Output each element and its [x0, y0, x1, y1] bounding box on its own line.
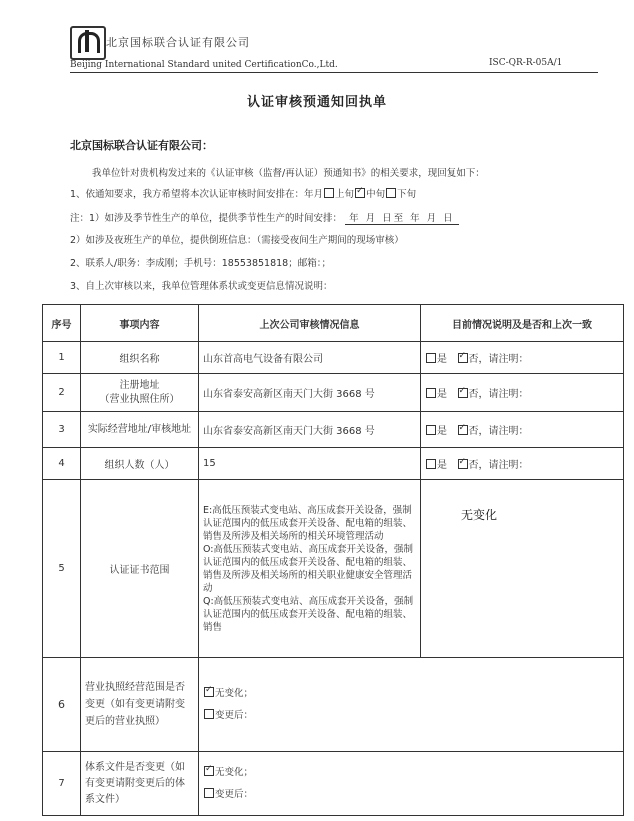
- header-last-info: 上次公司审核情况信息: [199, 305, 421, 342]
- contact-line: 2、联系人/职务：李成刚；手机号：18553851818；邮箱：；: [70, 258, 331, 269]
- row-status: [199, 752, 624, 816]
- no-label: 否，请注明：: [468, 389, 529, 400]
- no-change-checkbox[interactable]: [204, 687, 214, 697]
- no-checkbox[interactable]: [458, 388, 468, 398]
- no-change-label: 无变化；: [215, 766, 254, 778]
- table-row: [43, 658, 624, 752]
- row-no: 4: [43, 448, 81, 480]
- row-status: [199, 658, 624, 752]
- row-status: [421, 412, 624, 448]
- no-label: 否，请注明：: [468, 426, 529, 437]
- row-info: 山东首高电气设备有限公司: [199, 342, 421, 374]
- yes-label: 是: [437, 354, 447, 365]
- company-name-en: Beijing International Standard united CertificationCo.,Ltd.: [70, 60, 338, 70]
- company-name-cn: 北京国标联合认证有限公司: [106, 36, 250, 49]
- late-month-checkbox[interactable]: [386, 188, 396, 198]
- seasonal-note: [70, 210, 459, 225]
- changed-label: 变更后：: [215, 709, 254, 721]
- yes-checkbox[interactable]: [426, 459, 436, 469]
- document-code: ISC-QR-R-05A/1: [489, 58, 563, 68]
- row-status: [421, 448, 624, 480]
- audit-info-table: [42, 304, 624, 816]
- night-shift-note: 2）如涉及夜班生产的单位，提供倒班信息：（需接受夜间生产期间的现场审核）: [70, 235, 404, 246]
- changed-checkbox[interactable]: [204, 709, 214, 719]
- no-change-label: 无变化；: [215, 687, 254, 699]
- yes-label: 是: [437, 426, 447, 437]
- header-item: 事项内容: [81, 305, 199, 342]
- mid-month-checkbox[interactable]: [355, 188, 365, 198]
- row-no: 6: [43, 658, 81, 752]
- row-no: 2: [43, 374, 81, 412]
- no-label: 否，请注明：: [468, 354, 529, 365]
- recipient-line: 北京国标联合认证有限公司：: [70, 139, 213, 152]
- schedule-line: [70, 186, 416, 200]
- document-title: 认证审核预通知回执单: [246, 95, 387, 110]
- seasonal-date-blank[interactable]: 年 月 日至 年 月 日: [345, 210, 459, 225]
- row-status: [421, 480, 624, 658]
- row-info: 山东省泰安高新区南天门大街 3668 号: [199, 412, 421, 448]
- row-no: 7: [43, 752, 81, 816]
- row-status: [421, 374, 624, 412]
- row-item: 实际经营地址/审核地址: [81, 412, 199, 448]
- early-month-checkbox[interactable]: [324, 188, 334, 198]
- yes-label: 是: [437, 389, 447, 400]
- row-item: 体系文件是否变更（如有变更请附变更后的体系文件）: [81, 752, 199, 816]
- yes-checkbox[interactable]: [426, 353, 436, 363]
- row-item: 组织人数（人）: [81, 448, 199, 480]
- changed-label: 变更后：: [215, 788, 254, 800]
- row-item: 组织名称: [81, 342, 199, 374]
- row-status: [421, 342, 624, 374]
- table-row: [43, 374, 624, 412]
- no-checkbox[interactable]: [458, 353, 468, 363]
- row-item: 营业执照经营范围是否变更（如有变更请附变更后的营业执照）: [81, 658, 199, 752]
- no-checkbox[interactable]: [458, 425, 468, 435]
- mid-month-label: 中旬: [366, 189, 386, 200]
- header-no: 序号: [43, 305, 81, 342]
- no-change-checkbox[interactable]: [204, 766, 214, 776]
- change-info-line: 3、自上次审核以来，我单位管理体系状或变更信息情况说明：: [70, 281, 333, 292]
- table-row: [43, 448, 624, 480]
- yes-checkbox[interactable]: [426, 388, 436, 398]
- early-month-label: 上旬: [335, 189, 355, 200]
- row-no: 1: [43, 342, 81, 374]
- yes-label: 是: [437, 460, 447, 471]
- table-row: [43, 752, 624, 816]
- table-row: [43, 412, 624, 448]
- changed-checkbox[interactable]: [204, 788, 214, 798]
- table-row-scope: [43, 480, 624, 658]
- row-info: 15: [199, 448, 421, 480]
- handwritten-no-change: 无变化: [461, 508, 498, 522]
- table-header-row: [43, 305, 624, 342]
- row-no: 5: [43, 480, 81, 658]
- header-current-status: 目前情况说明及是否和上次一致: [421, 305, 624, 342]
- late-month-label: 下旬: [397, 189, 417, 200]
- intro-paragraph: 我单位针对贵机构发过来的《认证审核（监督/再认证）预通知书》的相关要求，现回复如下：: [92, 168, 485, 179]
- seasonal-note-text: 注：1）如涉及季节性生产的单位，提供季节性生产的时间安排：: [70, 213, 343, 224]
- company-logo: [70, 26, 106, 60]
- row-no: 3: [43, 412, 81, 448]
- schedule-text: 1、依通知要求，我方希望将本次认证审核时间安排在：年月: [70, 189, 324, 200]
- row-info: 山东省泰安高新区南天门大街 3668 号: [199, 374, 421, 412]
- no-checkbox[interactable]: [458, 459, 468, 469]
- table-row: [43, 342, 624, 374]
- yes-checkbox[interactable]: [426, 425, 436, 435]
- row-item: 认证证书范围: [81, 480, 199, 658]
- row-item: 注册地址 （营业执照住所）: [81, 374, 199, 412]
- certificate-scope-text: E:高低压预装式变电站、高压成套开关设备，强制认证范围内的低压成套开关设备、配电箱的组装、销售及所涉及相关场所的相关环境管理活动 O:高低压预装式变电站、高压成套开关设备，强制认证范围内的低压成套开关设备、配电箱的组装、销售及所涉及相关场所的相关职业健康安全管理活动 Q:高低压预装式变电站、高压成套开关设备，强制认证范围内的低压成套开关设备、配电箱的组装、销售: [199, 480, 421, 658]
- header-divider: [70, 72, 598, 73]
- no-label: 否，请注明：: [468, 460, 529, 471]
